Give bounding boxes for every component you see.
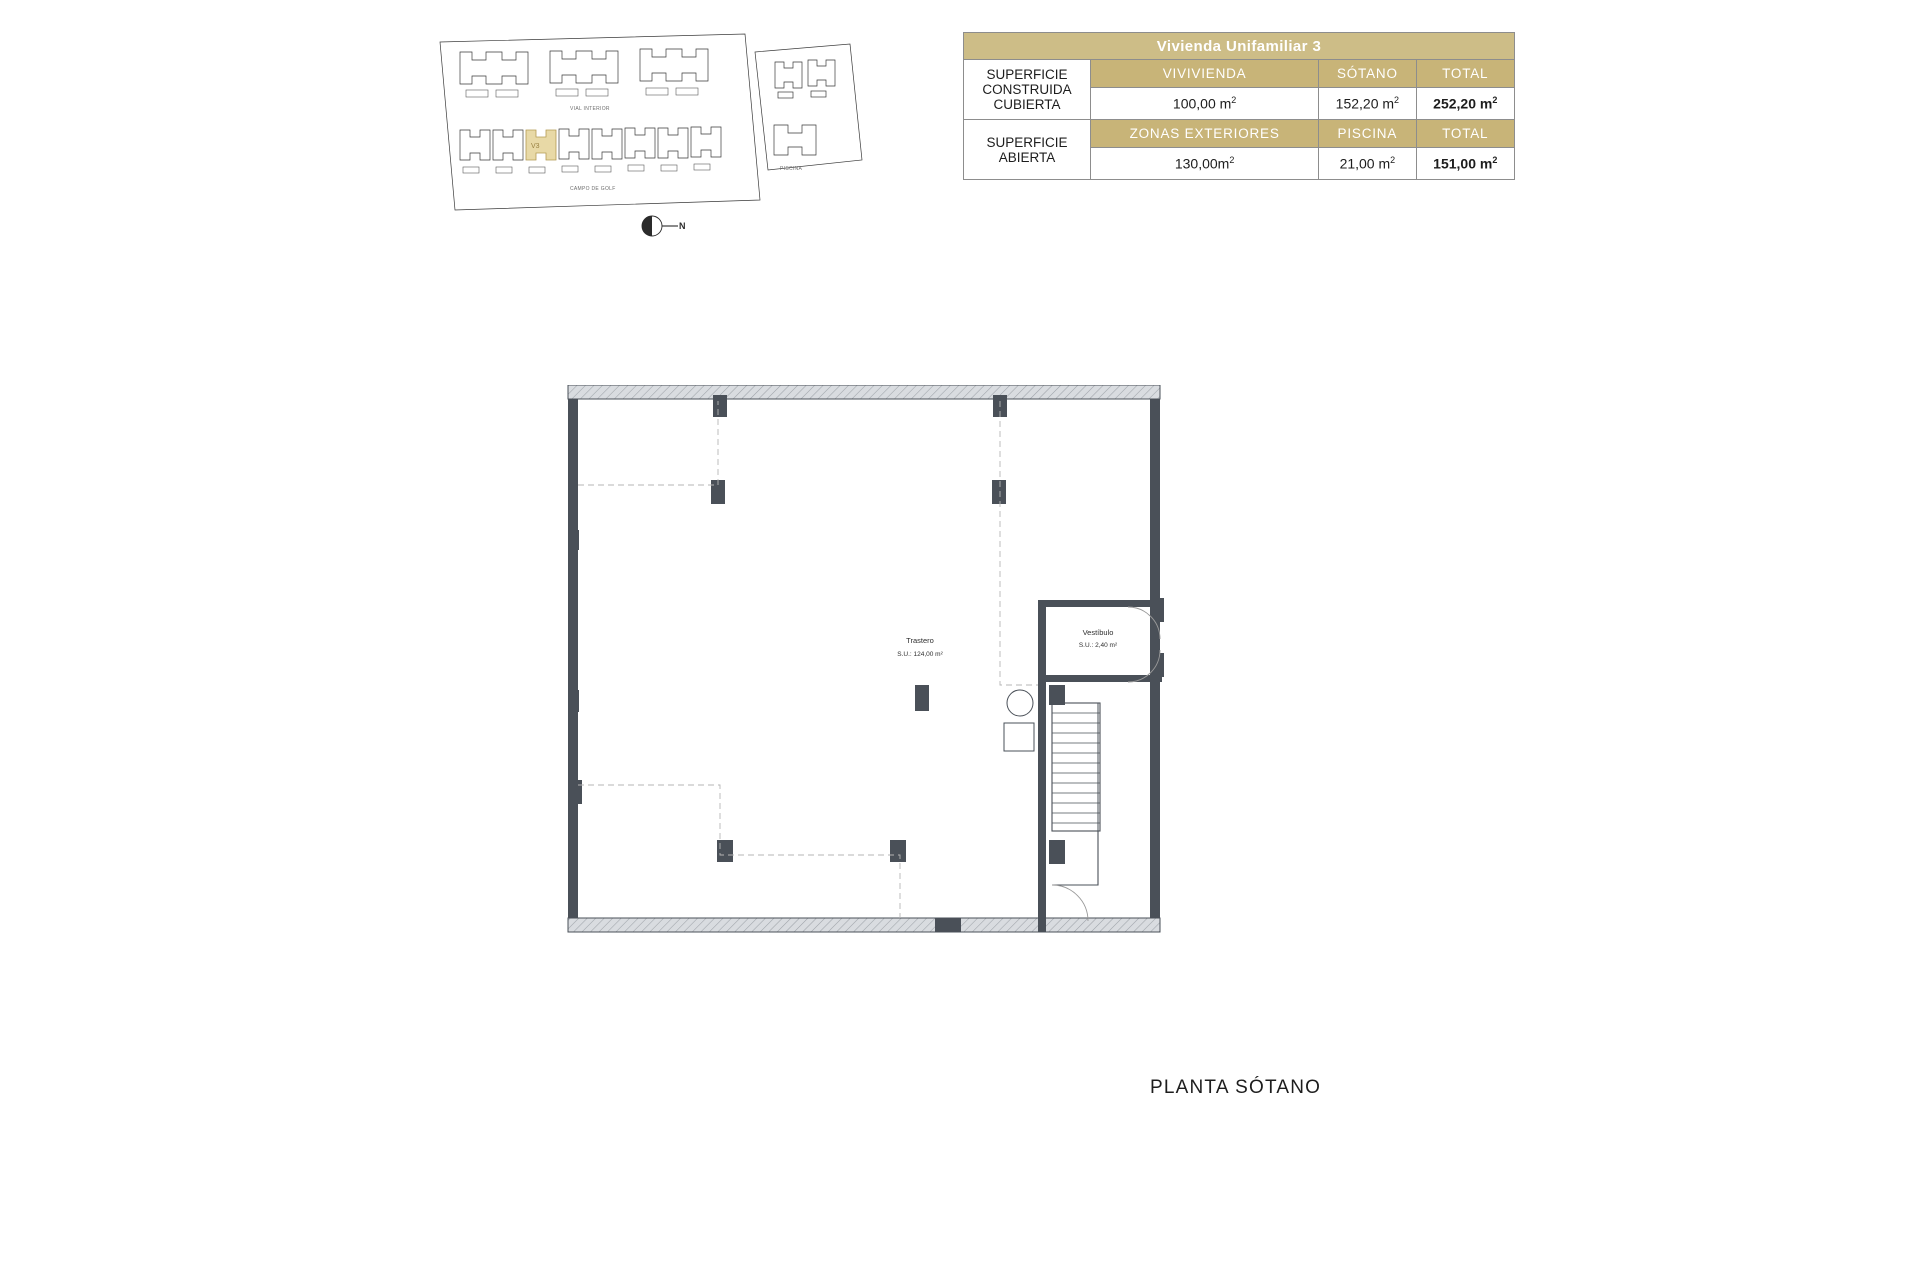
table-row <box>964 120 1515 148</box>
table-title-row <box>964 33 1515 60</box>
value-zonas-exteriores-text: 130,00m <box>1174 155 1230 172</box>
wall-bottom <box>568 918 1160 932</box>
col-header-piscina: PISCINA <box>1319 120 1416 148</box>
col-header-zonas-exteriores: ZONAS EXTERIORES <box>1091 120 1319 148</box>
dashed-projection-lines <box>578 401 1038 918</box>
wall-interior-vertical <box>1038 600 1046 932</box>
room-area-vestibulo: S.U.: 2,40 m² <box>1078 642 1118 649</box>
value-sotano-text: 152,20 m <box>1335 95 1395 112</box>
value-vivivienda-text: 100,00 m <box>1172 95 1232 112</box>
col-header-vivivienda: VIVIVIENDA <box>1091 60 1319 88</box>
value-total-cubierta-text: 252,20 m <box>1433 95 1493 112</box>
room-label-trastero: Trastero <box>906 636 934 645</box>
value-total-abierta-text: 151,00 m <box>1433 155 1493 172</box>
wall-left <box>568 399 578 918</box>
door-swings <box>1052 607 1160 921</box>
site-label-golf: CAMPO DE GOLF <box>570 186 616 192</box>
wall-vestibule-top <box>1038 600 1162 607</box>
value-piscina-text: 21,00 m <box>1339 155 1391 172</box>
col-header-sotano: SÓTANO <box>1319 60 1416 88</box>
room-label-vestibulo: Vestíbulo <box>1082 628 1114 637</box>
wall-top <box>568 385 1160 399</box>
room-area-trastero: S.U.: 124,00 m² <box>897 651 943 658</box>
site-highlight-v3 <box>526 130 556 160</box>
row-header-abierta: SUPERFICIE ABIERTA <box>964 120 1091 180</box>
row-header-construida: SUPERFICIE CONSTRUIDA CUBIERTA <box>964 60 1091 120</box>
value-total-abierta-unit: 2 <box>1492 155 1498 166</box>
area-summary-table <box>963 32 1515 180</box>
north-arrow-icon <box>642 216 686 236</box>
value-vivivienda <box>1091 88 1319 120</box>
plumbing-fixtures <box>1004 690 1034 751</box>
value-zonas-exteriores-unit: 2 <box>1229 155 1235 166</box>
plan-caption: PLANTA SÓTANO <box>1150 1077 1322 1098</box>
basement-floor-plan <box>560 385 1360 945</box>
value-sotano-unit: 2 <box>1394 95 1400 106</box>
value-total-cubierta-unit: 2 <box>1492 95 1498 106</box>
value-total-cubierta <box>1416 88 1515 120</box>
table-title: Vivienda Unifamiliar 3 <box>964 33 1515 60</box>
value-zonas-exteriores <box>1091 148 1319 180</box>
site-label-v3: V3 <box>531 143 540 150</box>
col-header-total-2: TOTAL <box>1416 120 1515 148</box>
col-header-total-1: TOTAL <box>1416 60 1515 88</box>
site-key-plan <box>430 30 890 240</box>
table-row <box>964 60 1515 88</box>
structural-columns <box>568 395 1164 932</box>
north-label: N <box>679 221 686 231</box>
value-sotano <box>1319 88 1416 120</box>
site-label-interior-street: VIAL INTERIOR <box>570 106 610 112</box>
value-vivivienda-unit: 2 <box>1231 95 1237 106</box>
value-piscina <box>1319 148 1416 180</box>
value-total-abierta <box>1416 148 1515 180</box>
site-label-pool: PISCINA <box>780 166 803 172</box>
value-piscina-unit: 2 <box>1390 155 1396 166</box>
